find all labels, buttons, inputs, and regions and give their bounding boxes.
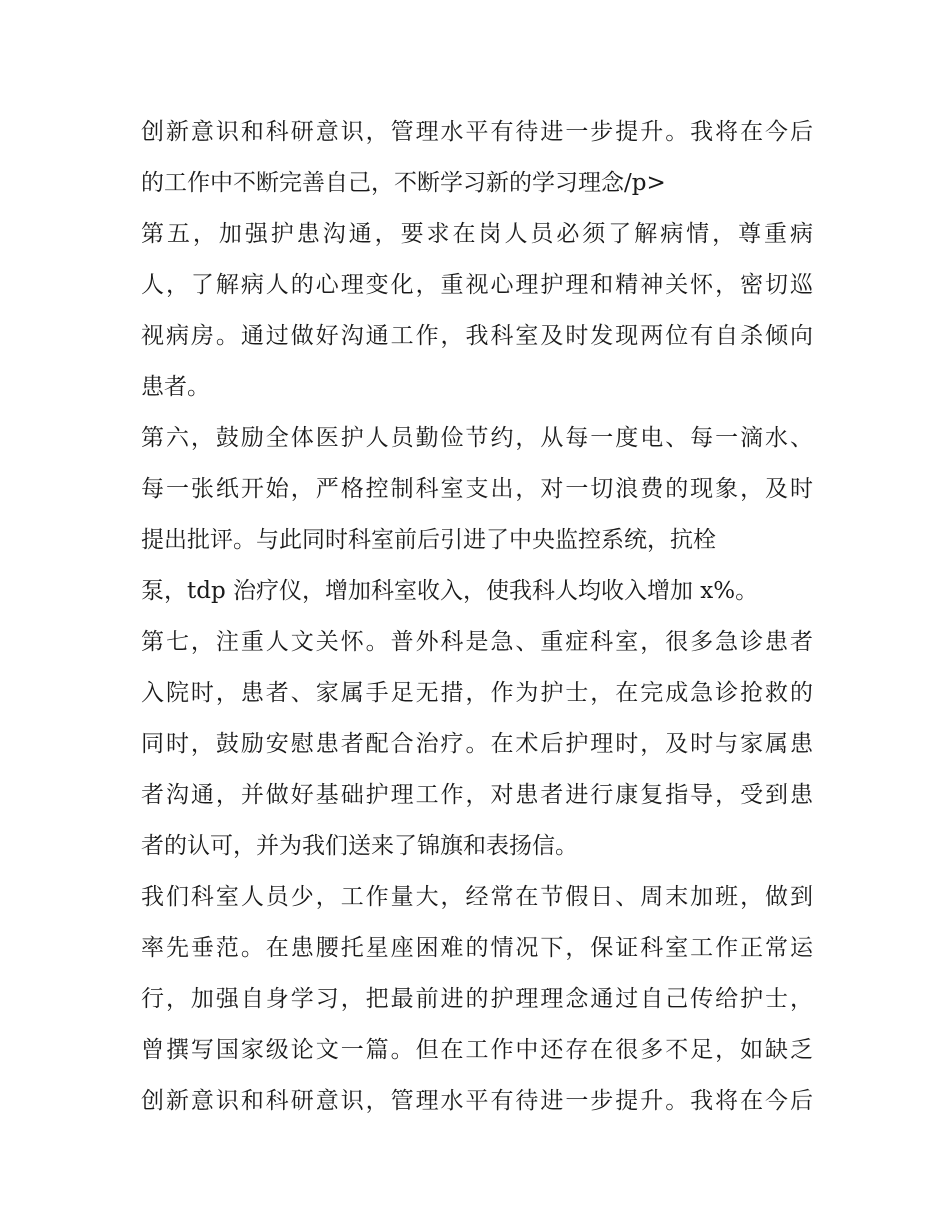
text-line: 视病房。通过做好沟通工作，我科室及时发现两位有自杀倾向: [141, 323, 813, 349]
text-line: 人，了解病人的心理变化，重视心理护理和精神关怀，密切巡: [141, 272, 813, 298]
text-line: 率先垂范。在患腰托星座困难的情况下，保证科室工作正常运: [141, 935, 813, 961]
text-line: 泵，tdp 治疗仪，增加科室收入，使我科人均收入增加 x%。: [141, 578, 759, 604]
text-line: 创新意识和科研意识，管理水平有待进一步提升。我将在今后: [141, 119, 813, 145]
text-line: 者的认可，并为我们送来了锦旗和表扬信。: [141, 833, 578, 859]
text-line: 每一张纸开始，严格控制科室支出，对一切浪费的现象，及时: [141, 476, 813, 502]
text-line: 创新意识和科研意识，管理水平有待进一步提升。我将在今后: [141, 1088, 813, 1114]
text-line: 提出批评。与此同时科室前后引进了中央监控系统，抗栓: [141, 527, 716, 553]
text-line: 的工作中不断完善自己，不断学习新的学习理念/p>: [141, 170, 666, 196]
text-line: 第五，加强护患沟通，要求在岗人员必须了解病情，尊重病: [141, 221, 813, 247]
text-line: 行，加强自身学习，把最前进的护理理念通过自己传给护士，: [141, 986, 813, 1012]
text-line: 患者。: [141, 374, 210, 400]
text-line: 入院时，患者、家属手足无措，作为护士，在完成急诊抢救的: [141, 680, 813, 706]
document-body: [141, 107, 813, 1127]
text-line: 曾撰写国家级论文一篇。但在工作中还存在很多不足，如缺乏: [141, 1037, 813, 1063]
text-line: 我们科室人员少，工作量大，经常在节假日、周末加班，做到: [141, 884, 813, 910]
text-line: 第六，鼓励全体医护人员勤俭节约，从每一度电、每一滴水、: [141, 425, 813, 451]
text-line: 第七，注重人文关怀。普外科是急、重症科室，很多急诊患者: [141, 629, 813, 655]
text-line: 同时，鼓励安慰患者配合治疗。在术后护理时，及时与家属患: [141, 731, 813, 757]
text-line: 者沟通，并做好基础护理工作，对患者进行康复指导，受到患: [141, 782, 813, 808]
